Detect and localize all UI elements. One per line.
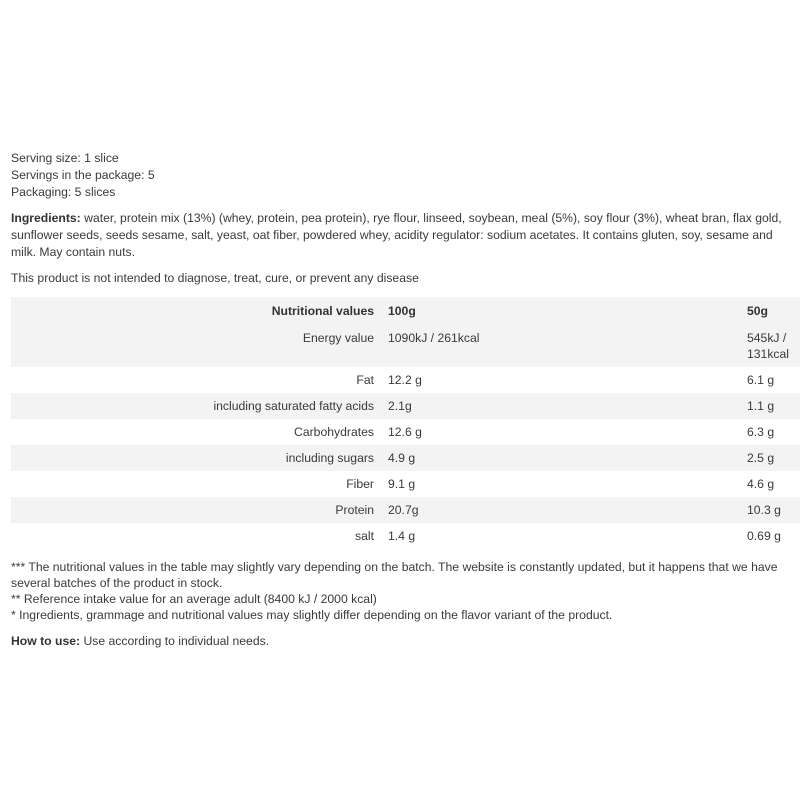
row-label: Carbohydrates: [294, 425, 374, 439]
product-description: [11, 150, 789, 650]
how-to-use-text: Use according to individual needs.: [80, 634, 270, 648]
footnote-flavor-variant: * Ingredients, grammage and nutritional values may slightly differ depending on the flavor variant of the product.: [11, 608, 613, 622]
package-info: [11, 150, 789, 201]
ingredients-label: Ingredients:: [11, 211, 81, 225]
row-label: Fat: [356, 373, 374, 387]
table-row: [11, 471, 800, 497]
packaging: Packaging: 5 slices: [11, 185, 116, 199]
value-100g: 12.6 g: [388, 425, 422, 439]
servings-in-package: Servings in the package: 5: [11, 168, 155, 182]
value-100g: 9.1 g: [388, 477, 416, 491]
header-nutritional-values: Nutritional values: [271, 304, 374, 318]
ingredients-paragraph: [11, 210, 789, 261]
how-to-use-paragraph: [11, 633, 789, 650]
row-label: Protein: [335, 503, 374, 517]
table-row: [11, 497, 800, 523]
value-100g: 1090kJ / 261kcal: [388, 331, 480, 345]
value-50g: 0.69 g: [747, 529, 781, 543]
value-100g: 20.7g: [388, 503, 419, 517]
value-50g: 10.3 g: [747, 503, 781, 517]
header-50g: 50g: [747, 304, 769, 318]
value-50g: 2.5 g: [747, 451, 775, 465]
row-label: including saturated fatty acids: [213, 399, 374, 413]
value-100g: 4.9 g: [388, 451, 416, 465]
table-row: [11, 523, 800, 549]
value-50g: 1.1 g: [747, 399, 775, 413]
value-50g: 545kJ / 131kcal: [747, 331, 790, 361]
value-100g: 12.2 g: [388, 373, 422, 387]
footnotes: [11, 559, 789, 623]
row-label: salt: [355, 529, 374, 543]
table-row: [11, 367, 800, 393]
row-label: Fiber: [346, 477, 374, 491]
value-50g: 4.6 g: [747, 477, 775, 491]
value-100g: 2.1g: [388, 399, 412, 413]
footnote-reference-intake: ** Reference intake value for an average adult (8400 kJ / 2000 kcal): [11, 592, 377, 606]
footnote-batch-variation: *** The nutritional values in the table may slightly vary depending on the batch. The website is constantly updated, but it happens that we have several batches of the product in stock.: [11, 560, 778, 590]
table-row: [11, 325, 800, 367]
table-header-row: [11, 297, 800, 325]
row-label: including sugars: [285, 451, 374, 465]
value-50g: 6.3 g: [747, 425, 775, 439]
table-row: [11, 419, 800, 445]
table-row: [11, 445, 800, 471]
how-to-use-label: How to use:: [11, 634, 81, 648]
ingredients-text: water, protein mix (13%) (whey, protein, pea protein), rye flour, linseed, soybean, meal (5%), soy flour (3%), wheat bran, flax gold, sunflower seeds, seeds sesame, salt, yeast, oat fiber, powdered whey, acidity regulator: sodium acetates. It contains gluten, soy, sesame and milk. May contain nuts.: [11, 211, 782, 259]
header-100g: 100g: [388, 304, 416, 318]
table-row: [11, 393, 800, 419]
value-50g: 6.1 g: [747, 373, 775, 387]
row-label: Energy value: [302, 331, 374, 345]
disclaimer-text: This product is not intended to diagnose, treat, cure, or prevent any disease: [11, 271, 419, 285]
nutrition-table: [11, 297, 800, 549]
serving-size: Serving size: 1 slice: [11, 151, 119, 165]
value-100g: 1.4 g: [388, 529, 416, 543]
